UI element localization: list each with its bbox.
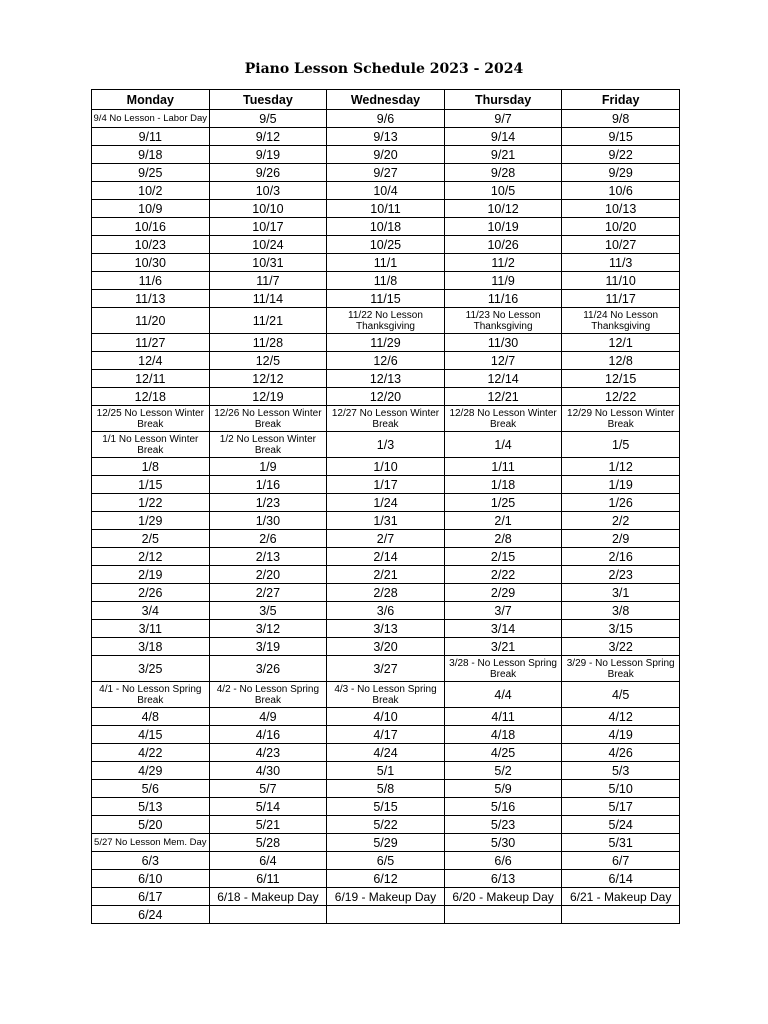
table-row: [92, 888, 680, 906]
cell-thursday: [444, 906, 562, 924]
cell-friday: 12/1: [562, 334, 680, 352]
cell-wednesday: 1/10: [327, 458, 445, 476]
cell-friday: 4/12: [562, 708, 680, 726]
table-row: [92, 530, 680, 548]
cell-monday: 5/27 No Lesson Mem. Day: [92, 834, 210, 852]
cell-thursday: 1/11: [444, 458, 562, 476]
cell-monday: 1/29: [92, 512, 210, 530]
table-row: [92, 254, 680, 272]
cell-thursday: 10/12: [444, 200, 562, 218]
cell-monday: 12/11: [92, 370, 210, 388]
header-row: [92, 90, 680, 110]
cell-monday: 12/18: [92, 388, 210, 406]
cell-wednesday: 4/3 - No Lesson Spring Break: [327, 682, 445, 708]
cell-friday: 9/22: [562, 146, 680, 164]
table-row: [92, 906, 680, 924]
cell-friday: 3/8: [562, 602, 680, 620]
cell-wednesday: 5/1: [327, 762, 445, 780]
cell-friday: 5/31: [562, 834, 680, 852]
cell-friday: 12/22: [562, 388, 680, 406]
cell-tuesday: 4/9: [209, 708, 327, 726]
cell-monday: 4/22: [92, 744, 210, 762]
cell-monday: 2/19: [92, 566, 210, 584]
table-row: [92, 602, 680, 620]
table-row: [92, 834, 680, 852]
column-header-wednesday: Wednesday: [327, 90, 445, 110]
cell-thursday: 2/22: [444, 566, 562, 584]
cell-tuesday: 10/10: [209, 200, 327, 218]
cell-wednesday: 5/8: [327, 780, 445, 798]
cell-wednesday: 9/20: [327, 146, 445, 164]
cell-wednesday: 1/24: [327, 494, 445, 512]
table-row: [92, 458, 680, 476]
cell-wednesday: 4/17: [327, 726, 445, 744]
cell-friday: 11/10: [562, 272, 680, 290]
table-row: [92, 762, 680, 780]
cell-thursday: 10/19: [444, 218, 562, 236]
table-row: [92, 744, 680, 762]
cell-tuesday: 3/26: [209, 656, 327, 682]
cell-tuesday: 12/19: [209, 388, 327, 406]
cell-wednesday: 11/8: [327, 272, 445, 290]
cell-friday: 10/6: [562, 182, 680, 200]
cell-tuesday: 11/21: [209, 308, 327, 334]
cell-tuesday: 5/28: [209, 834, 327, 852]
cell-friday: 9/15: [562, 128, 680, 146]
cell-friday: 10/27: [562, 236, 680, 254]
cell-monday: 3/18: [92, 638, 210, 656]
cell-friday: 4/26: [562, 744, 680, 762]
cell-monday: 10/9: [92, 200, 210, 218]
cell-thursday: 2/15: [444, 548, 562, 566]
cell-tuesday: 3/5: [209, 602, 327, 620]
cell-tuesday: 5/7: [209, 780, 327, 798]
cell-thursday: 4/4: [444, 682, 562, 708]
cell-friday: 5/24: [562, 816, 680, 834]
cell-wednesday: 10/4: [327, 182, 445, 200]
cell-friday: 11/3: [562, 254, 680, 272]
table-row: [92, 780, 680, 798]
table-row: [92, 620, 680, 638]
cell-friday: 12/29 No Lesson Winter Break: [562, 406, 680, 432]
table-row: [92, 726, 680, 744]
cell-thursday: 9/7: [444, 110, 562, 128]
table-row: [92, 708, 680, 726]
cell-monday: 3/4: [92, 602, 210, 620]
table-row: [92, 200, 680, 218]
cell-monday: 3/11: [92, 620, 210, 638]
cell-tuesday: 4/16: [209, 726, 327, 744]
table-row: [92, 388, 680, 406]
cell-friday: 11/17: [562, 290, 680, 308]
cell-friday: 10/20: [562, 218, 680, 236]
cell-thursday: 9/14: [444, 128, 562, 146]
cell-monday: 2/12: [92, 548, 210, 566]
table-row: [92, 218, 680, 236]
cell-monday: 10/16: [92, 218, 210, 236]
cell-wednesday: 12/27 No Lesson Winter Break: [327, 406, 445, 432]
table-row: [92, 164, 680, 182]
cell-tuesday: 2/27: [209, 584, 327, 602]
cell-wednesday: 10/11: [327, 200, 445, 218]
cell-wednesday: 5/15: [327, 798, 445, 816]
table-row: [92, 308, 680, 334]
cell-thursday: 9/28: [444, 164, 562, 182]
cell-wednesday: 6/19 - Makeup Day: [327, 888, 445, 906]
cell-tuesday: 9/12: [209, 128, 327, 146]
table-row: [92, 476, 680, 494]
table-row: [92, 852, 680, 870]
cell-wednesday: 5/29: [327, 834, 445, 852]
cell-thursday: 10/5: [444, 182, 562, 200]
cell-tuesday: 6/18 - Makeup Day: [209, 888, 327, 906]
cell-thursday: 11/16: [444, 290, 562, 308]
cell-tuesday: 3/19: [209, 638, 327, 656]
cell-friday: 6/14: [562, 870, 680, 888]
cell-wednesday: 11/22 No Lesson Thanksgiving: [327, 308, 445, 334]
cell-tuesday: 12/12: [209, 370, 327, 388]
cell-wednesday: 6/5: [327, 852, 445, 870]
cell-friday: 5/10: [562, 780, 680, 798]
table-row: [92, 512, 680, 530]
cell-tuesday: 1/9: [209, 458, 327, 476]
cell-wednesday: 11/29: [327, 334, 445, 352]
cell-tuesday: 10/31: [209, 254, 327, 272]
cell-monday: 11/20: [92, 308, 210, 334]
cell-tuesday: 12/5: [209, 352, 327, 370]
column-header-friday: Friday: [562, 90, 680, 110]
cell-wednesday: 12/6: [327, 352, 445, 370]
cell-wednesday: 3/20: [327, 638, 445, 656]
cell-monday: 9/18: [92, 146, 210, 164]
cell-friday: 1/5: [562, 432, 680, 458]
page-title: Piano Lesson Schedule 2023 - 2024: [244, 61, 524, 77]
cell-thursday: 11/30: [444, 334, 562, 352]
cell-tuesday: 2/13: [209, 548, 327, 566]
cell-thursday: 2/8: [444, 530, 562, 548]
cell-friday: 2/2: [562, 512, 680, 530]
cell-thursday: 4/18: [444, 726, 562, 744]
cell-wednesday: 11/1: [327, 254, 445, 272]
cell-friday: 5/17: [562, 798, 680, 816]
table-row: [92, 494, 680, 512]
cell-tuesday: 10/17: [209, 218, 327, 236]
cell-friday: 6/7: [562, 852, 680, 870]
cell-thursday: 1/25: [444, 494, 562, 512]
cell-monday: 5/13: [92, 798, 210, 816]
table-row: [92, 334, 680, 352]
schedule-body: [92, 110, 680, 924]
cell-friday: 6/21 - Makeup Day: [562, 888, 680, 906]
table-row: [92, 656, 680, 682]
cell-thursday: 11/23 No Lesson Thanksgiving: [444, 308, 562, 334]
cell-wednesday: 10/18: [327, 218, 445, 236]
table-row: [92, 370, 680, 388]
cell-tuesday: 1/23: [209, 494, 327, 512]
table-row: [92, 870, 680, 888]
cell-thursday: 2/29: [444, 584, 562, 602]
cell-tuesday: 1/2 No Lesson Winter Break: [209, 432, 327, 458]
cell-tuesday: 12/26 No Lesson Winter Break: [209, 406, 327, 432]
cell-wednesday: 9/13: [327, 128, 445, 146]
cell-wednesday: [327, 906, 445, 924]
cell-thursday: 5/30: [444, 834, 562, 852]
cell-tuesday: [209, 906, 327, 924]
cell-friday: 4/5: [562, 682, 680, 708]
cell-tuesday: 3/12: [209, 620, 327, 638]
table-row: [92, 110, 680, 128]
cell-friday: 11/24 No Lesson Thanksgiving: [562, 308, 680, 334]
cell-thursday: 12/21: [444, 388, 562, 406]
cell-friday: 2/23: [562, 566, 680, 584]
cell-thursday: 3/14: [444, 620, 562, 638]
cell-wednesday: 9/27: [327, 164, 445, 182]
cell-wednesday: 1/31: [327, 512, 445, 530]
cell-monday: 4/1 - No Lesson Spring Break: [92, 682, 210, 708]
table-row: [92, 272, 680, 290]
cell-tuesday: 9/5: [209, 110, 327, 128]
cell-monday: 5/20: [92, 816, 210, 834]
cell-monday: 1/8: [92, 458, 210, 476]
cell-monday: 2/26: [92, 584, 210, 602]
cell-wednesday: 11/15: [327, 290, 445, 308]
cell-thursday: 3/28 - No Lesson Spring Break: [444, 656, 562, 682]
table-row: [92, 584, 680, 602]
table-row: [92, 566, 680, 584]
cell-monday: 1/1 No Lesson Winter Break: [92, 432, 210, 458]
cell-friday: 3/1: [562, 584, 680, 602]
cell-thursday: 6/20 - Makeup Day: [444, 888, 562, 906]
cell-tuesday: 5/14: [209, 798, 327, 816]
cell-wednesday: 2/7: [327, 530, 445, 548]
table-row: [92, 290, 680, 308]
cell-friday: 10/13: [562, 200, 680, 218]
cell-thursday: 11/9: [444, 272, 562, 290]
cell-tuesday: 4/2 - No Lesson Spring Break: [209, 682, 327, 708]
cell-monday: 5/6: [92, 780, 210, 798]
cell-wednesday: 4/24: [327, 744, 445, 762]
cell-wednesday: 5/22: [327, 816, 445, 834]
table-row: [92, 236, 680, 254]
cell-wednesday: 2/21: [327, 566, 445, 584]
cell-monday: 4/15: [92, 726, 210, 744]
cell-friday: 4/19: [562, 726, 680, 744]
table-row: [92, 128, 680, 146]
cell-tuesday: 2/20: [209, 566, 327, 584]
cell-monday: 6/24: [92, 906, 210, 924]
cell-thursday: 1/18: [444, 476, 562, 494]
cell-thursday: 6/13: [444, 870, 562, 888]
cell-tuesday: 11/7: [209, 272, 327, 290]
cell-friday: 2/9: [562, 530, 680, 548]
cell-monday: 1/22: [92, 494, 210, 512]
cell-tuesday: 2/6: [209, 530, 327, 548]
cell-friday: 3/15: [562, 620, 680, 638]
cell-tuesday: 10/3: [209, 182, 327, 200]
cell-friday: 9/8: [562, 110, 680, 128]
cell-thursday: 4/11: [444, 708, 562, 726]
cell-tuesday: 9/26: [209, 164, 327, 182]
cell-monday: 1/15: [92, 476, 210, 494]
cell-tuesday: 1/16: [209, 476, 327, 494]
cell-wednesday: 6/12: [327, 870, 445, 888]
cell-wednesday: 12/20: [327, 388, 445, 406]
cell-thursday: 10/26: [444, 236, 562, 254]
cell-monday: 12/25 No Lesson Winter Break: [92, 406, 210, 432]
column-header-tuesday: Tuesday: [209, 90, 327, 110]
cell-monday: 4/8: [92, 708, 210, 726]
cell-friday: 2/16: [562, 548, 680, 566]
cell-thursday: 5/2: [444, 762, 562, 780]
cell-monday: 12/4: [92, 352, 210, 370]
cell-tuesday: 4/23: [209, 744, 327, 762]
cell-wednesday: 3/13: [327, 620, 445, 638]
cell-monday: 6/3: [92, 852, 210, 870]
cell-monday: 10/30: [92, 254, 210, 272]
cell-friday: 9/29: [562, 164, 680, 182]
cell-thursday: 3/21: [444, 638, 562, 656]
cell-thursday: 5/9: [444, 780, 562, 798]
cell-thursday: 9/21: [444, 146, 562, 164]
cell-thursday: 12/28 No Lesson Winter Break: [444, 406, 562, 432]
cell-thursday: 4/25: [444, 744, 562, 762]
cell-monday: 11/13: [92, 290, 210, 308]
cell-monday: 4/29: [92, 762, 210, 780]
cell-monday: 2/5: [92, 530, 210, 548]
table-row: [92, 406, 680, 432]
table-row: [92, 146, 680, 164]
cell-wednesday: 2/14: [327, 548, 445, 566]
schedule-table: [91, 89, 680, 924]
cell-monday: 6/17: [92, 888, 210, 906]
cell-friday: 3/22: [562, 638, 680, 656]
cell-friday: 12/8: [562, 352, 680, 370]
cell-thursday: 11/2: [444, 254, 562, 272]
cell-wednesday: 12/13: [327, 370, 445, 388]
table-row: [92, 682, 680, 708]
cell-thursday: 6/6: [444, 852, 562, 870]
cell-monday: 10/23: [92, 236, 210, 254]
cell-thursday: 1/4: [444, 432, 562, 458]
cell-tuesday: 11/14: [209, 290, 327, 308]
cell-tuesday: 1/30: [209, 512, 327, 530]
cell-thursday: 12/7: [444, 352, 562, 370]
table-row: [92, 548, 680, 566]
cell-friday: 5/3: [562, 762, 680, 780]
cell-wednesday: 1/17: [327, 476, 445, 494]
cell-tuesday: 4/30: [209, 762, 327, 780]
cell-wednesday: 3/27: [327, 656, 445, 682]
cell-monday: 9/25: [92, 164, 210, 182]
cell-thursday: 12/14: [444, 370, 562, 388]
cell-monday: 9/4 No Lesson - Labor Day: [92, 110, 210, 128]
table-row: [92, 182, 680, 200]
cell-wednesday: 4/10: [327, 708, 445, 726]
table-row: [92, 638, 680, 656]
cell-tuesday: 10/24: [209, 236, 327, 254]
cell-wednesday: 10/25: [327, 236, 445, 254]
cell-thursday: 5/23: [444, 816, 562, 834]
cell-wednesday: 3/6: [327, 602, 445, 620]
cell-friday: 1/19: [562, 476, 680, 494]
cell-friday: 12/15: [562, 370, 680, 388]
cell-friday: 1/12: [562, 458, 680, 476]
cell-tuesday: 9/19: [209, 146, 327, 164]
cell-friday: [562, 906, 680, 924]
cell-thursday: 5/16: [444, 798, 562, 816]
cell-tuesday: 6/11: [209, 870, 327, 888]
cell-monday: 6/10: [92, 870, 210, 888]
cell-monday: 11/6: [92, 272, 210, 290]
cell-tuesday: 11/28: [209, 334, 327, 352]
cell-monday: 9/11: [92, 128, 210, 146]
cell-thursday: 3/7: [444, 602, 562, 620]
table-row: [92, 352, 680, 370]
table-row: [92, 432, 680, 458]
table-row: [92, 816, 680, 834]
column-header-monday: Monday: [92, 90, 210, 110]
cell-wednesday: 9/6: [327, 110, 445, 128]
cell-friday: 3/29 - No Lesson Spring Break: [562, 656, 680, 682]
table-row: [92, 798, 680, 816]
cell-thursday: 2/1: [444, 512, 562, 530]
cell-wednesday: 2/28: [327, 584, 445, 602]
cell-monday: 10/2: [92, 182, 210, 200]
cell-friday: 1/26: [562, 494, 680, 512]
column-header-thursday: Thursday: [444, 90, 562, 110]
cell-wednesday: 1/3: [327, 432, 445, 458]
cell-tuesday: 5/21: [209, 816, 327, 834]
cell-monday: 11/27: [92, 334, 210, 352]
cell-monday: 3/25: [92, 656, 210, 682]
cell-tuesday: 6/4: [209, 852, 327, 870]
